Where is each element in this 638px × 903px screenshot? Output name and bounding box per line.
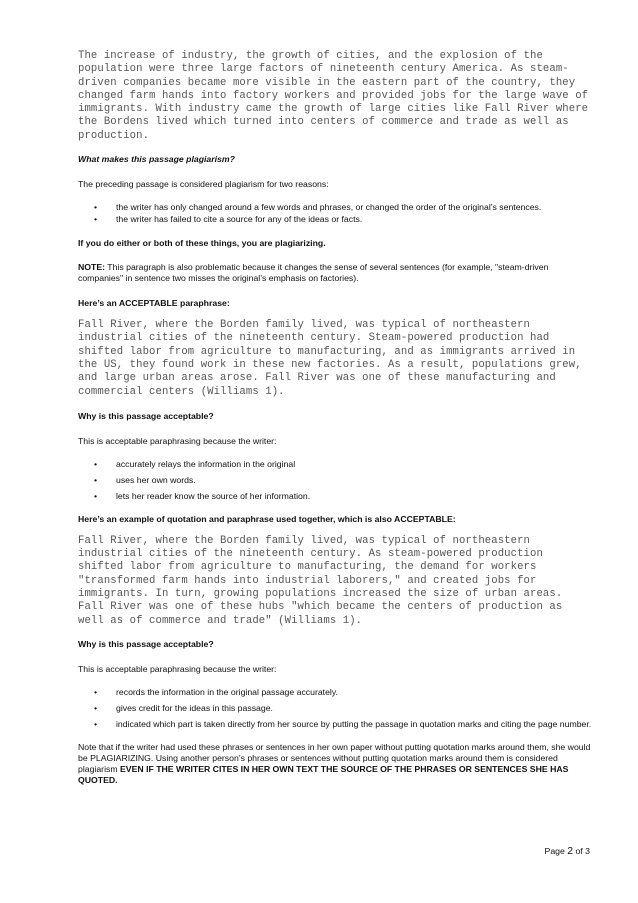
plagiarism-reasons-list <box>78 202 594 225</box>
list-item: • lets her reader know the source of her information. <box>94 490 311 501</box>
quotation-paraphrase-heading: Here’s an example of quotation and paraphrase used together, which is also ACCEPTABLE: <box>78 513 456 524</box>
note-label: NOTE: <box>78 262 106 273</box>
question-plagiarism: What makes this passage plagiarism? <box>78 154 235 165</box>
final-note-text: Note that if the writer had used these phrases or sentences in her own paper without putting quotation marks around them, she would be PLAGIARIZING. Using another person’s phrases or sentences without putting quotation marks around them is considered plagiarism <box>78 741 591 774</box>
question-acceptable-2: Why is this passage acceptable? <box>78 638 214 649</box>
acceptable-paraphrase-passage: Fall River, where the Borden family lived, was typical of northeastern industrial cities of the nineteenth century. Steam-powered production had shifted labor from agriculture to manufacturing, and as immigrants arrived in the US, they found work in these new factories. As a result, populations grew, and large urban areas arose. Fall River was one of these manufacturing and commercial centers (Williams 1). <box>78 319 582 398</box>
acceptable-reasons-list-2 <box>78 687 594 730</box>
list-item: • gives credit for the ideas in this passage. <box>94 702 273 713</box>
page-total: of 3 <box>573 846 590 856</box>
page-word: Page <box>544 846 568 856</box>
question-acceptable-1: Why is this passage acceptable? <box>78 410 214 421</box>
bullet-icon: • <box>94 686 98 697</box>
list-item: • accurately relays the information in the original <box>94 458 296 469</box>
bullet-icon: • <box>94 202 98 213</box>
acceptable-paraphrase-heading: Here’s an ACCEPTABLE paraphrase: <box>78 298 230 309</box>
list-item: • indicated which part is taken directly from her source by putting the passage in quotation marks and citing the page number. <box>94 718 592 729</box>
bullet-icon: • <box>94 214 98 225</box>
page-footer <box>545 845 590 857</box>
quotation-paraphrase-passage: Fall River, where the Borden family lived, was typical of northeastern industrial cities of the nineteenth century. As steam-powered production shifted labor from agriculture to manufacturing, the demand for workers "transformed farm hands into industrial laborers," and created jobs for immigrants. In turn, growing populations increased the size of urban areas. Fall River was one of these hubs "which became the centers of production as well as of commerce and trade" (Williams 1). <box>78 534 563 627</box>
bullet-icon: • <box>94 490 98 501</box>
final-note-emphasis: EVEN IF THE WRITER CITES IN HER OWN TEXT THE SOURCE OF THE PHRASES OR SENTENCES SHE HAS QUOTED. <box>78 763 569 785</box>
note-text: This paragraph is also problematic because it changes the sense of several sentences (for example, "steam-driven companies" in sentence two misses the original’s emphasis on factories). <box>78 262 549 284</box>
plagiarism-warning: If you do either or both of these things, you are plagiarizing. <box>78 238 326 249</box>
original-passage-paraphrase: The increase of industry, the growth of cities, and the explosion of the population were three large factors of nineteenth century America. As steam-driven companies became more visible in the eastern part of the country, they changed farm hands into factory workers and provided jobs for the large wave of immigrants. With industry came the growth of large cities like Fall River where the Bordens lived which turned into centers of commerce and trade as well as production. <box>78 50 589 142</box>
bullet-icon: • <box>94 474 98 485</box>
bullet-icon: • <box>94 718 98 729</box>
plagiarism-reasons-intro: The preceding passage is considered plagiarism for two reasons: <box>78 179 329 190</box>
bullet-icon: • <box>94 702 98 713</box>
final-note-paragraph <box>78 742 594 786</box>
acceptable-reasons-intro-1: This is acceptable paraphrasing because the writer: <box>78 435 277 446</box>
page-number: 2 <box>567 845 574 857</box>
list-item: • uses her own words. <box>94 474 196 485</box>
list-item: • the writer has only changed around a few words and phrases, or changed the order of the original’s sentences. <box>94 202 542 213</box>
acceptable-reasons-intro-2: This is acceptable paraphrasing because the writer: <box>78 663 277 674</box>
bullet-icon: • <box>94 458 98 469</box>
list-item: • the writer has failed to cite a source for any of the ideas or facts. <box>94 214 363 225</box>
list-item: • records the information in the original passage accurately. <box>94 686 338 697</box>
note-paragraph <box>78 262 594 284</box>
document-body <box>78 50 594 786</box>
acceptable-reasons-list-1 <box>78 459 594 502</box>
